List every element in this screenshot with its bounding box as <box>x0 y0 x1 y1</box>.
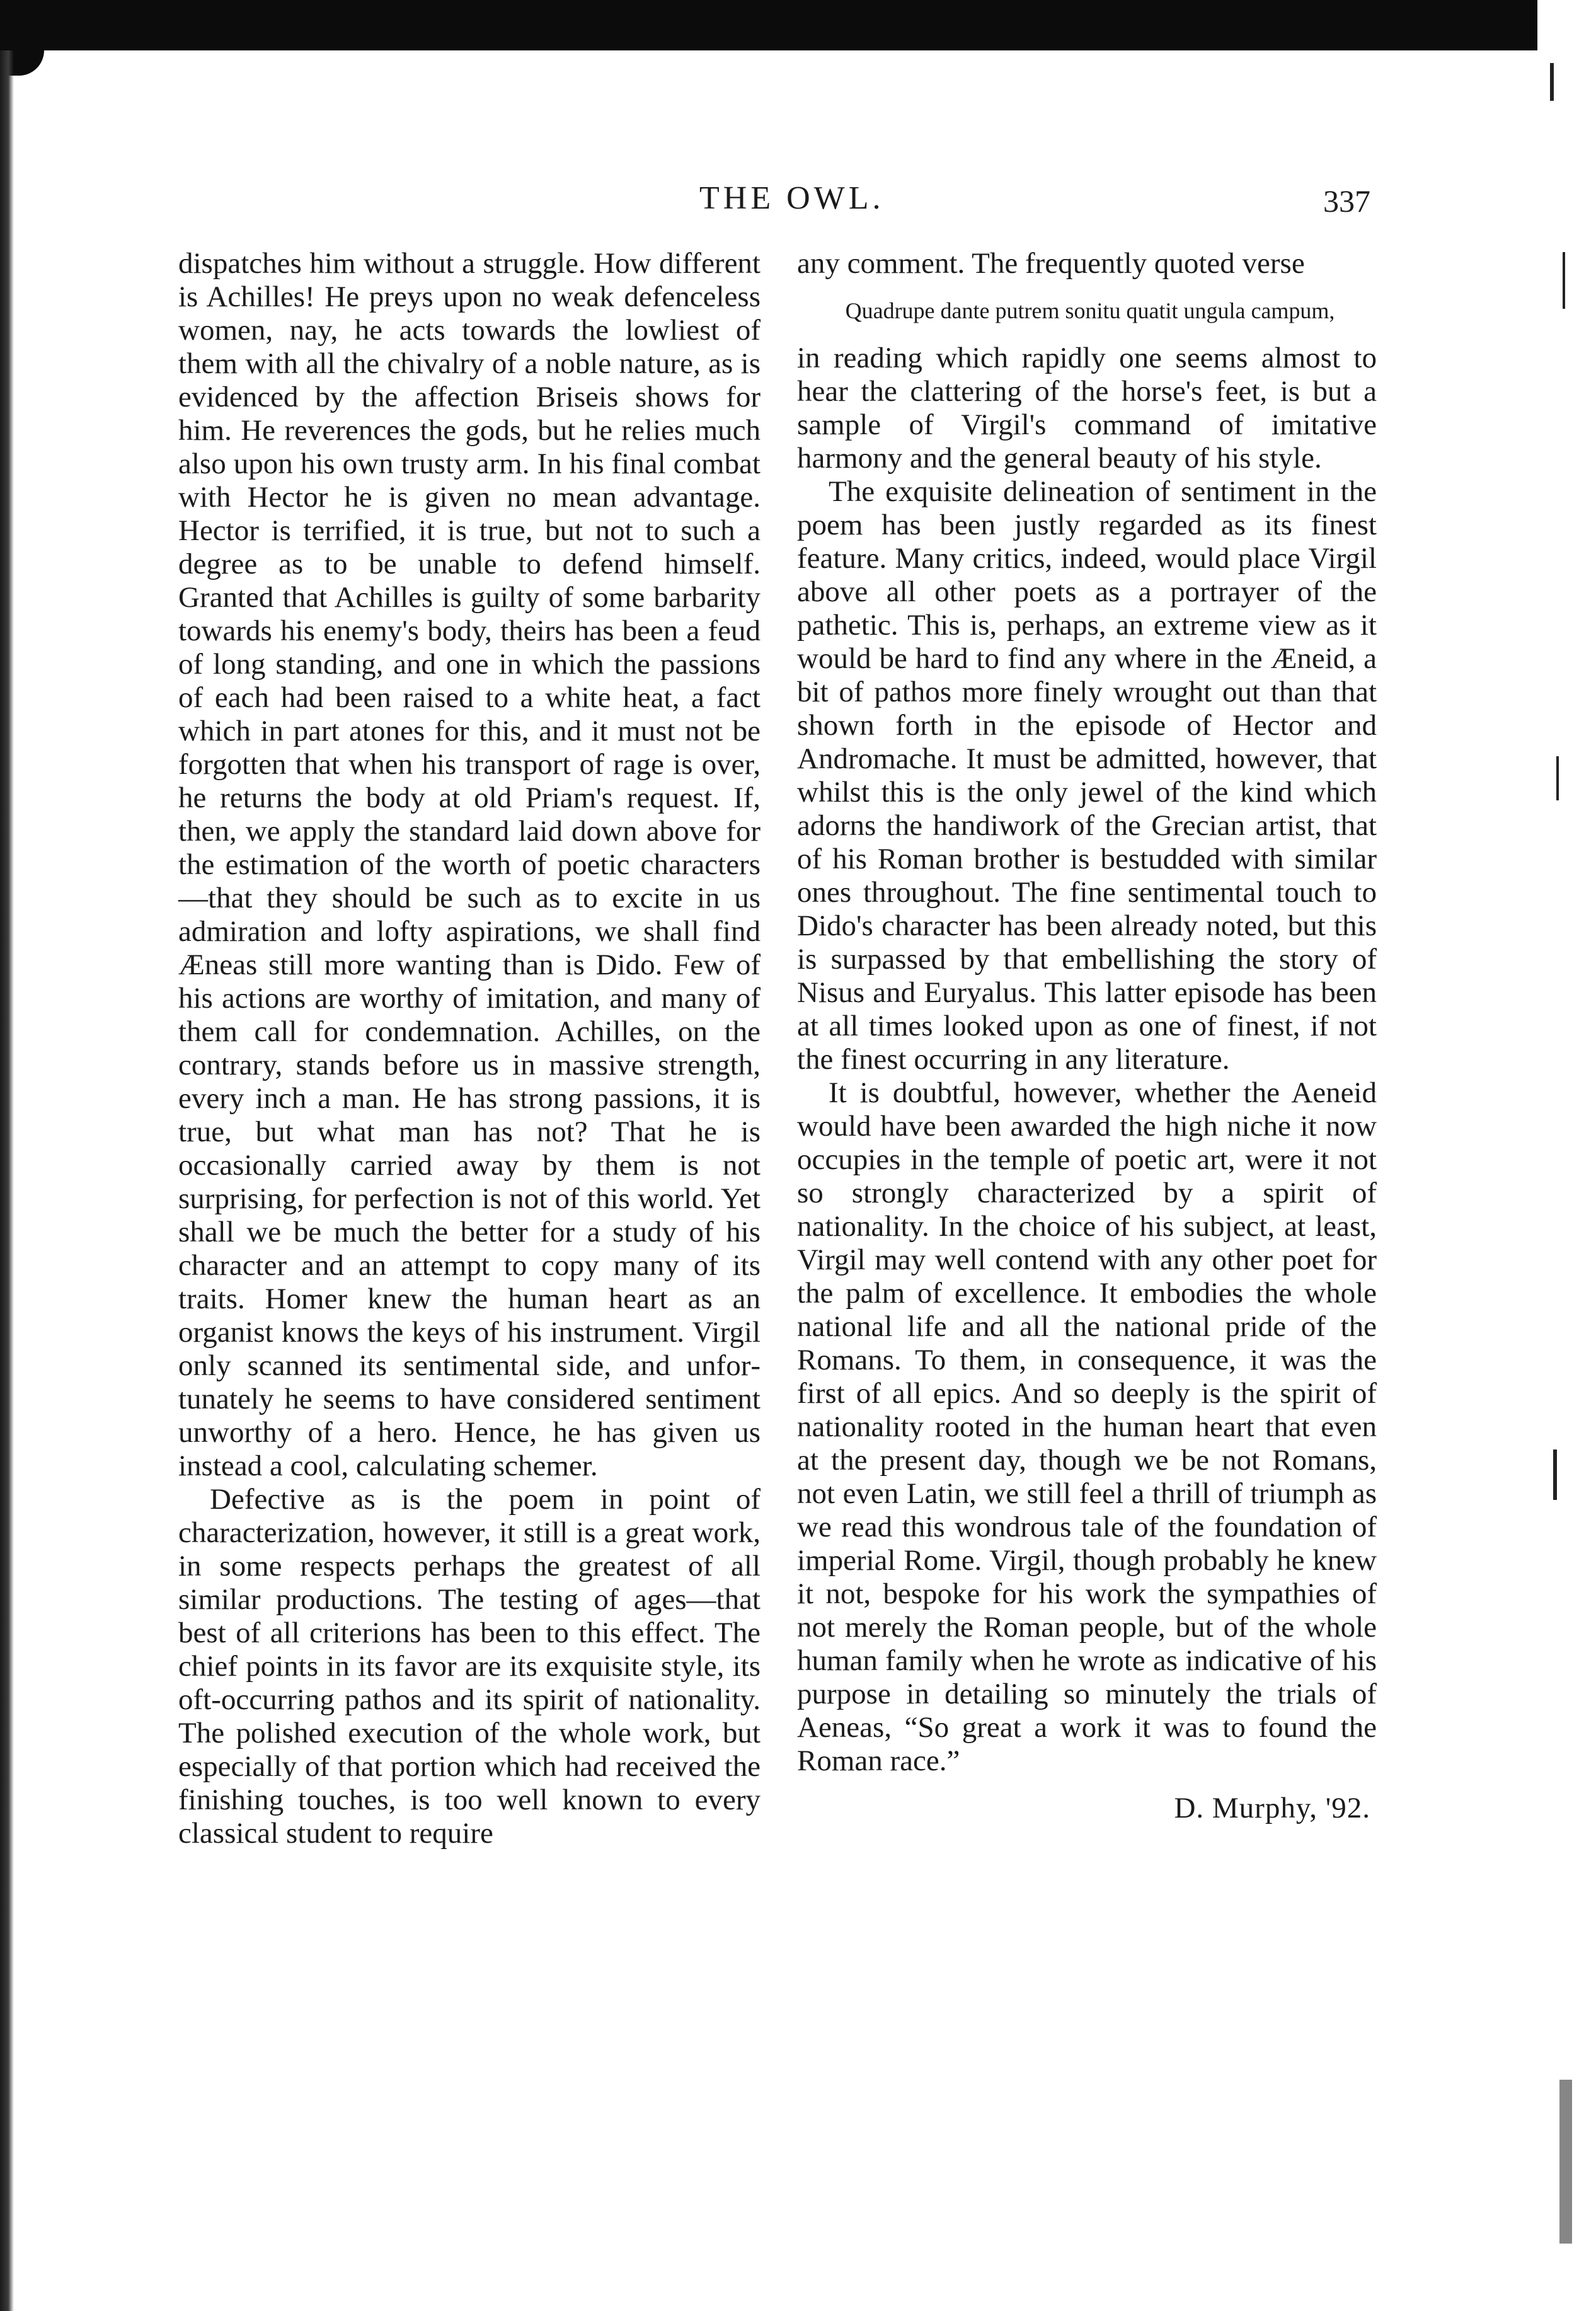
scan-speck <box>1559 2080 1572 2244</box>
page-number: 337 <box>1323 183 1370 219</box>
scan-right-margin <box>1537 0 1596 2311</box>
paragraph: Defective as is the poem in point of characterization, however, it still is a great work, in some respects perhaps the greatest of all similar productions. The testing of ages—that best of all criterions has been to this effect. The chief points in its favor are its exquisite style, its oft-occurring pathos and its spirit of nationality. The polished execution of the whole work, but especially of that portion which had received the finishing touches, is too well known to every classical student to require <box>178 1483 761 1850</box>
scan-speck <box>1550 63 1554 101</box>
scan-speck <box>1553 1449 1557 1500</box>
paragraph: The exquisite delineation of sentiment in the poem has been justly regarded as its finest feature. Many critics, indeed, would place Virgil above all other poets as a portrayer of the pathetic. This is, perhaps, an extreme view as it would be hard to find any where in the Æneid, a bit of pathos more finely wrought out than that shown forth in the episode of Hector and Andromache. It must be admitted, however, that whilst this is the only jewel of the kind which adorns the handiwork of the Grecian artist, that of his Roman brother is bestudded with similar ones throughout. The fine sentimental touch to Dido's character has been already noted, but this is surpassed by that embellishing the story of Nisus and Euryalus. This latter episode has been at all times looked upon as one of finest, if not the finest occurring in any literature. <box>797 475 1377 1076</box>
paragraph: in reading which rapidly one seems almost to hear the clattering of the horse's feet, is but a sample of Virgil's command of imitative harmony and the general beauty of his style. <box>797 342 1377 475</box>
paragraph: any comment. The frequently quoted verse <box>797 247 1305 280</box>
latin-quotation: Quadrupe dante putrem sonitu quatit ungula campum, <box>845 298 1335 323</box>
running-head: THE OWL. <box>699 180 885 216</box>
scan-top-border <box>0 0 1596 50</box>
author-signature: D. Murphy, '92. <box>1174 1792 1370 1824</box>
scan-left-border <box>0 50 14 2311</box>
scan-speck <box>1556 756 1559 800</box>
scan-speck <box>1563 252 1565 309</box>
paragraph: It is doubtful, however, whether the Aeneid would have been awarded the high niche it now occupies in the temple of poetic art, were it not so strongly characterized by a spirit of nationality. In the choice of his subject, at least, Virgil may well contend with any other poet for the palm of excellence. It embodies the whole national life and all the national pride of the Romans. To them, in consequence, it was the first of all epics. And so deeply is the spirit of nationality rooted in the human heart that even at the present day, though we be not Romans, not even Latin, we still feel a thrill of triumph as we read this wondrous tale of the foundation of imperial Rome. Virgil, though probably he knew it not, bespoke for his work the sympathies of not merely the Roman people, but of the whole human family when he wrote as indicative of his purpose in detailing so minutely the trials of Aeneas, “So great a work it was to found the Roman race.” <box>797 1076 1377 1777</box>
left-column <box>178 247 761 1850</box>
right-column <box>797 247 1377 1825</box>
paragraph: dispatches him without a struggle. How different is Achilles! He preys upon no weak defenceless women, nay, he acts towards the lowliest of them with all the chivalry of a noble nature, as is evidenced by the affection Briseis shows for him. He reverences the gods, but he relies much also upon his own trusty arm. In his final combat with Hector he is given no mean advantage. Hector is terrified, it is true, but not to such a degree as to be unable to defend himself. Granted that Achilles is guilty of some barbarity towards his enemy's body, theirs has been a feud of long standing, and one in which the passions of each had been raised to a white heat, a fact which in part atones for this, and it must not be forgotten that when his transport of rage is over, he returns the body at old Priam's request. If, then, we apply the standard laid down above for the estimation of the worth of poetic characters—that they should be such as to excite in us admiration and lofty aspirations, we shall find Æneas still more wanting than is Dido. Few of his actions are worthy of imitation, and many of them call for condemnation. Achilles, on the contrary, stands before us in massive strength, every inch a man. He has strong passions, it is true, but what man has not? That he is occasionally carried away by them is not surprising, for perfection is not of this world. Yet shall we be much the better for a study of his character and an attempt to copy many of its traits. Homer knew the human heart as an organist knows the keys of his instrument. Virgil only scanned its sentimental side, and unfortunately he seems to have considered sentiment unworthy of a hero. Hence, he has given us instead a cool, calculating schemer. <box>178 247 761 1482</box>
